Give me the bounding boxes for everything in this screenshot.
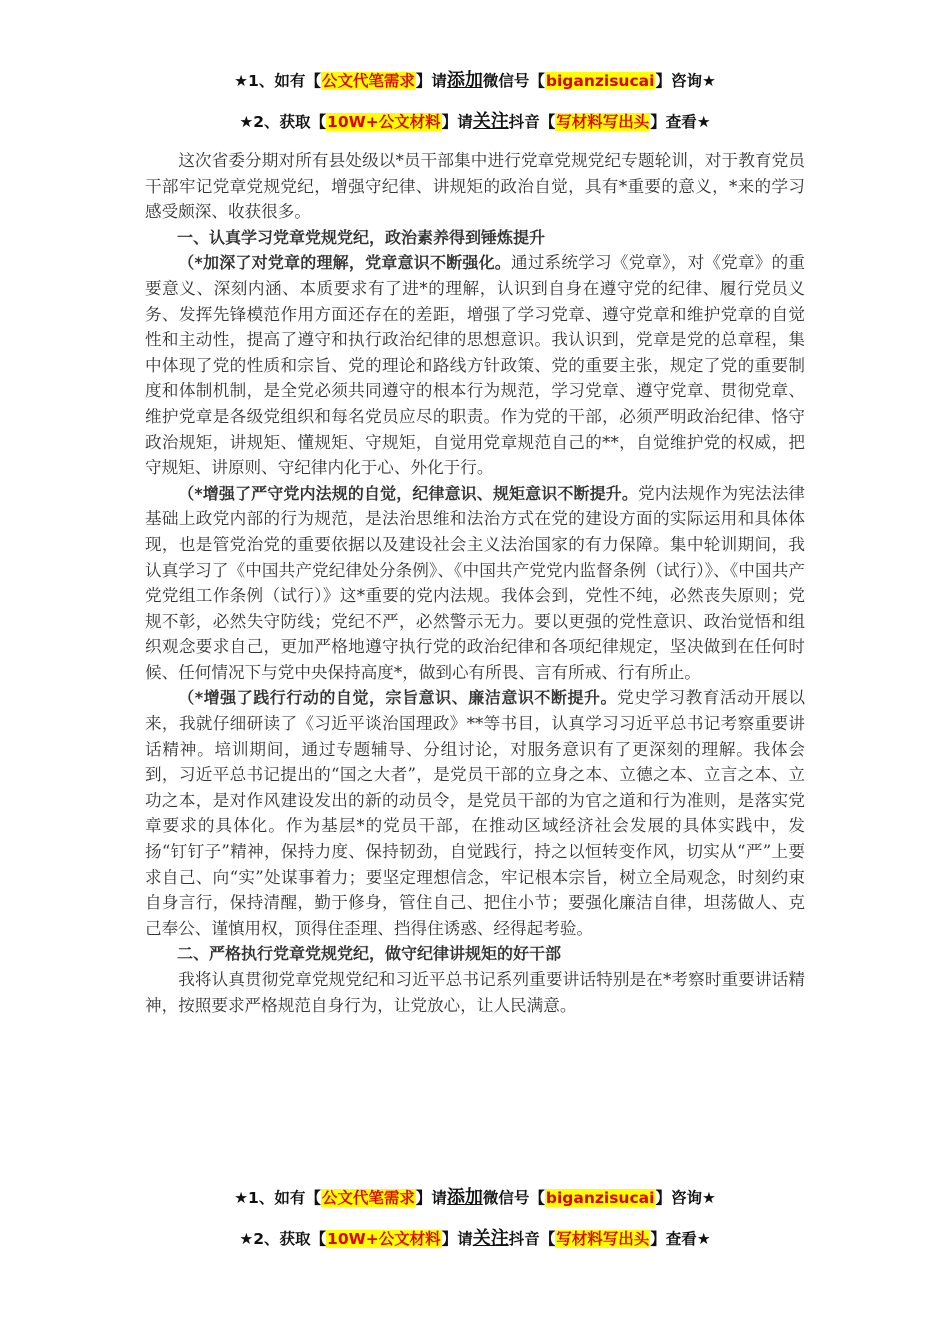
intro-paragraph: 这次省委分期对所有县处级以*员干部集中进行党章党规党纪专题轮训，对于教育党员干部牢记党章党规党纪，增强守纪律、讲规矩的政治自觉，具有*重要的意义，*来的学习感受颇深、收获很多。 xyxy=(145,151,805,222)
ad-highlight-materials: 10W+公文材料 xyxy=(327,113,441,131)
top-ad-line-2: ★2、获取【10W+公文材料】请关注抖音【写材料写出头】查看★ xyxy=(239,111,711,132)
paragraph-1-lead: （*加深了对党章的理解，党章意识不断强化。 xyxy=(178,253,512,273)
top-ad-line-1: ★1、如有【公文代笔需求】请添加微信号【biganzisucai】咨询★ xyxy=(234,70,716,91)
section-heading-1: 一、认真学习党章党规党纪，政治素养得到锤炼提升 xyxy=(177,227,546,247)
paragraph-2-lead: （*增强了严守党内法规的自觉，纪律意识、规矩意识不断提升。 xyxy=(178,483,638,503)
bottom-ad-line-2: ★2、获取【10W+公文材料】请关注抖音【写材料写出头】查看★ xyxy=(239,1228,711,1249)
ad-highlight-wechat-id: biganzisucai xyxy=(545,1189,655,1207)
ad-highlight-douyin: 写材料写出头 xyxy=(556,1230,650,1248)
paragraph-4: 我将认真贯彻党章党规党纪和习近平总书记系列重要讲话特别是在*考察时重要讲话精神，按照要求严格规范自身行为，让党放心，让人民满意。 xyxy=(145,970,805,1015)
ad-highlight-materials: 10W+公文材料 xyxy=(327,1230,441,1248)
ad-highlight-service: 公文代笔需求 xyxy=(321,1189,415,1207)
article-body xyxy=(145,148,805,1018)
section-heading-2: 二、严格执行党章党规党纪，做守纪律讲规矩的好干部 xyxy=(177,944,562,964)
ad-highlight-wechat-id: biganzisucai xyxy=(545,72,655,90)
paragraph-2: （*增强了严守党内法规的自觉，纪律意识、规矩意识不断提升。党内法规作为宪法法律基础上政党内部的行为规范，是法治思维和法治方式在党的建设方面的实际运用和具体体现，也是管党治党的重要依据以及建设社会主义法治国家的有力保障。集中轮训期间，我认真学习了《中国共产党纪律处分条例》、《中国共产党党内监督条例（试行）》、《中国共产党党组工作条例（试行）》这*重要的党内法规。我体会到，党性不纯，必然丧失原则；党规不彰，必然失守防线；党纪不严，必然警示无力。要以更强的党性意识、政治觉悟和组织观念要求自己，更加严格地遵守执行党的政治纪律和各项纪律规定，坚决做到在任何时候、任何情况下与党中央保持高度*，做到心有所畏、言有所戒、行有所止。 xyxy=(145,483,806,682)
ad-highlight-douyin: 写材料写出头 xyxy=(556,113,650,131)
paragraph-3-lead: （*增强了践行行动的自觉，宗旨意识、廉洁意识不断提升。 xyxy=(178,688,618,708)
bottom-ad-line-1: ★1、如有【公文代笔需求】请添加微信号【biganzisucai】咨询★ xyxy=(234,1187,716,1208)
ad-highlight-service: 公文代笔需求 xyxy=(321,72,415,90)
paragraph-3: （*增强了践行行动的自觉，宗旨意识、廉洁意识不断提升。党史学习教育活动开展以来，我就仔细研读了《习近平谈治国理政》**等书目，认真学习习近平总书记考察重要讲话精神。培训期间，通过专题辅导、分组讨论，对服务意识有了更深刻的理解。我体会到，习近平总书记提出的“国之大者”，是党员干部的立身之本、立德之本、立言之本、立功之本，是对作风建设发出的新的动员令，是党员干部的为官之道和行为准则，是落实党章要求的具体化。作为基层*的党员干部，在推动区域经济社会发展的具体实践中，发扬“钉钉子”精神，保持力度、保持韧劲，自觉践行，持之以恒转变作风，切实从“严”上要求自己、向“实”处谋事着力；要坚定理想信念，牢记根本宗旨，树立全局观念，时刻约束自身言行，保持清醒，勤于修身，管住自己、把住小节；要强化廉洁自律，坦荡做人、克己奉公、谨慎用权，顶得住歪理、挡得住诱惑、经得起考验。 xyxy=(145,688,806,938)
paragraph-1: （*加深了对党章的理解，党章意识不断强化。通过系统学习《党章》，对《党章》的重要意义、深刻内涵、本质要求有了进*的理解，认识到自身在遵守党的纪律、履行党员义务、发挥先锋模范作用方面还存在的差距，增强了学习党章、遵守党章和维护党章的自觉性和主动性，提高了遵守和执行政治纪律的思想意识。我认识到，党章是党的总章程，集中体现了党的性质和宗旨、党的理论和路线方针政策、党的重要主张，规定了党的重要制度和体制机制，是全党必须共同遵守的根本行为规范，学习党章、遵守党章、贯彻党章、维护党章是各级党组织和每名党员应尽的职责。作为党的干部，必须严明政治纪律、恪守政治规矩，讲规矩、懂规矩、守规矩，自觉用党章规范自己的**，自觉维护党的权威，把守规矩、讲原则、守纪律内化于心、外化于行。 xyxy=(145,253,806,478)
